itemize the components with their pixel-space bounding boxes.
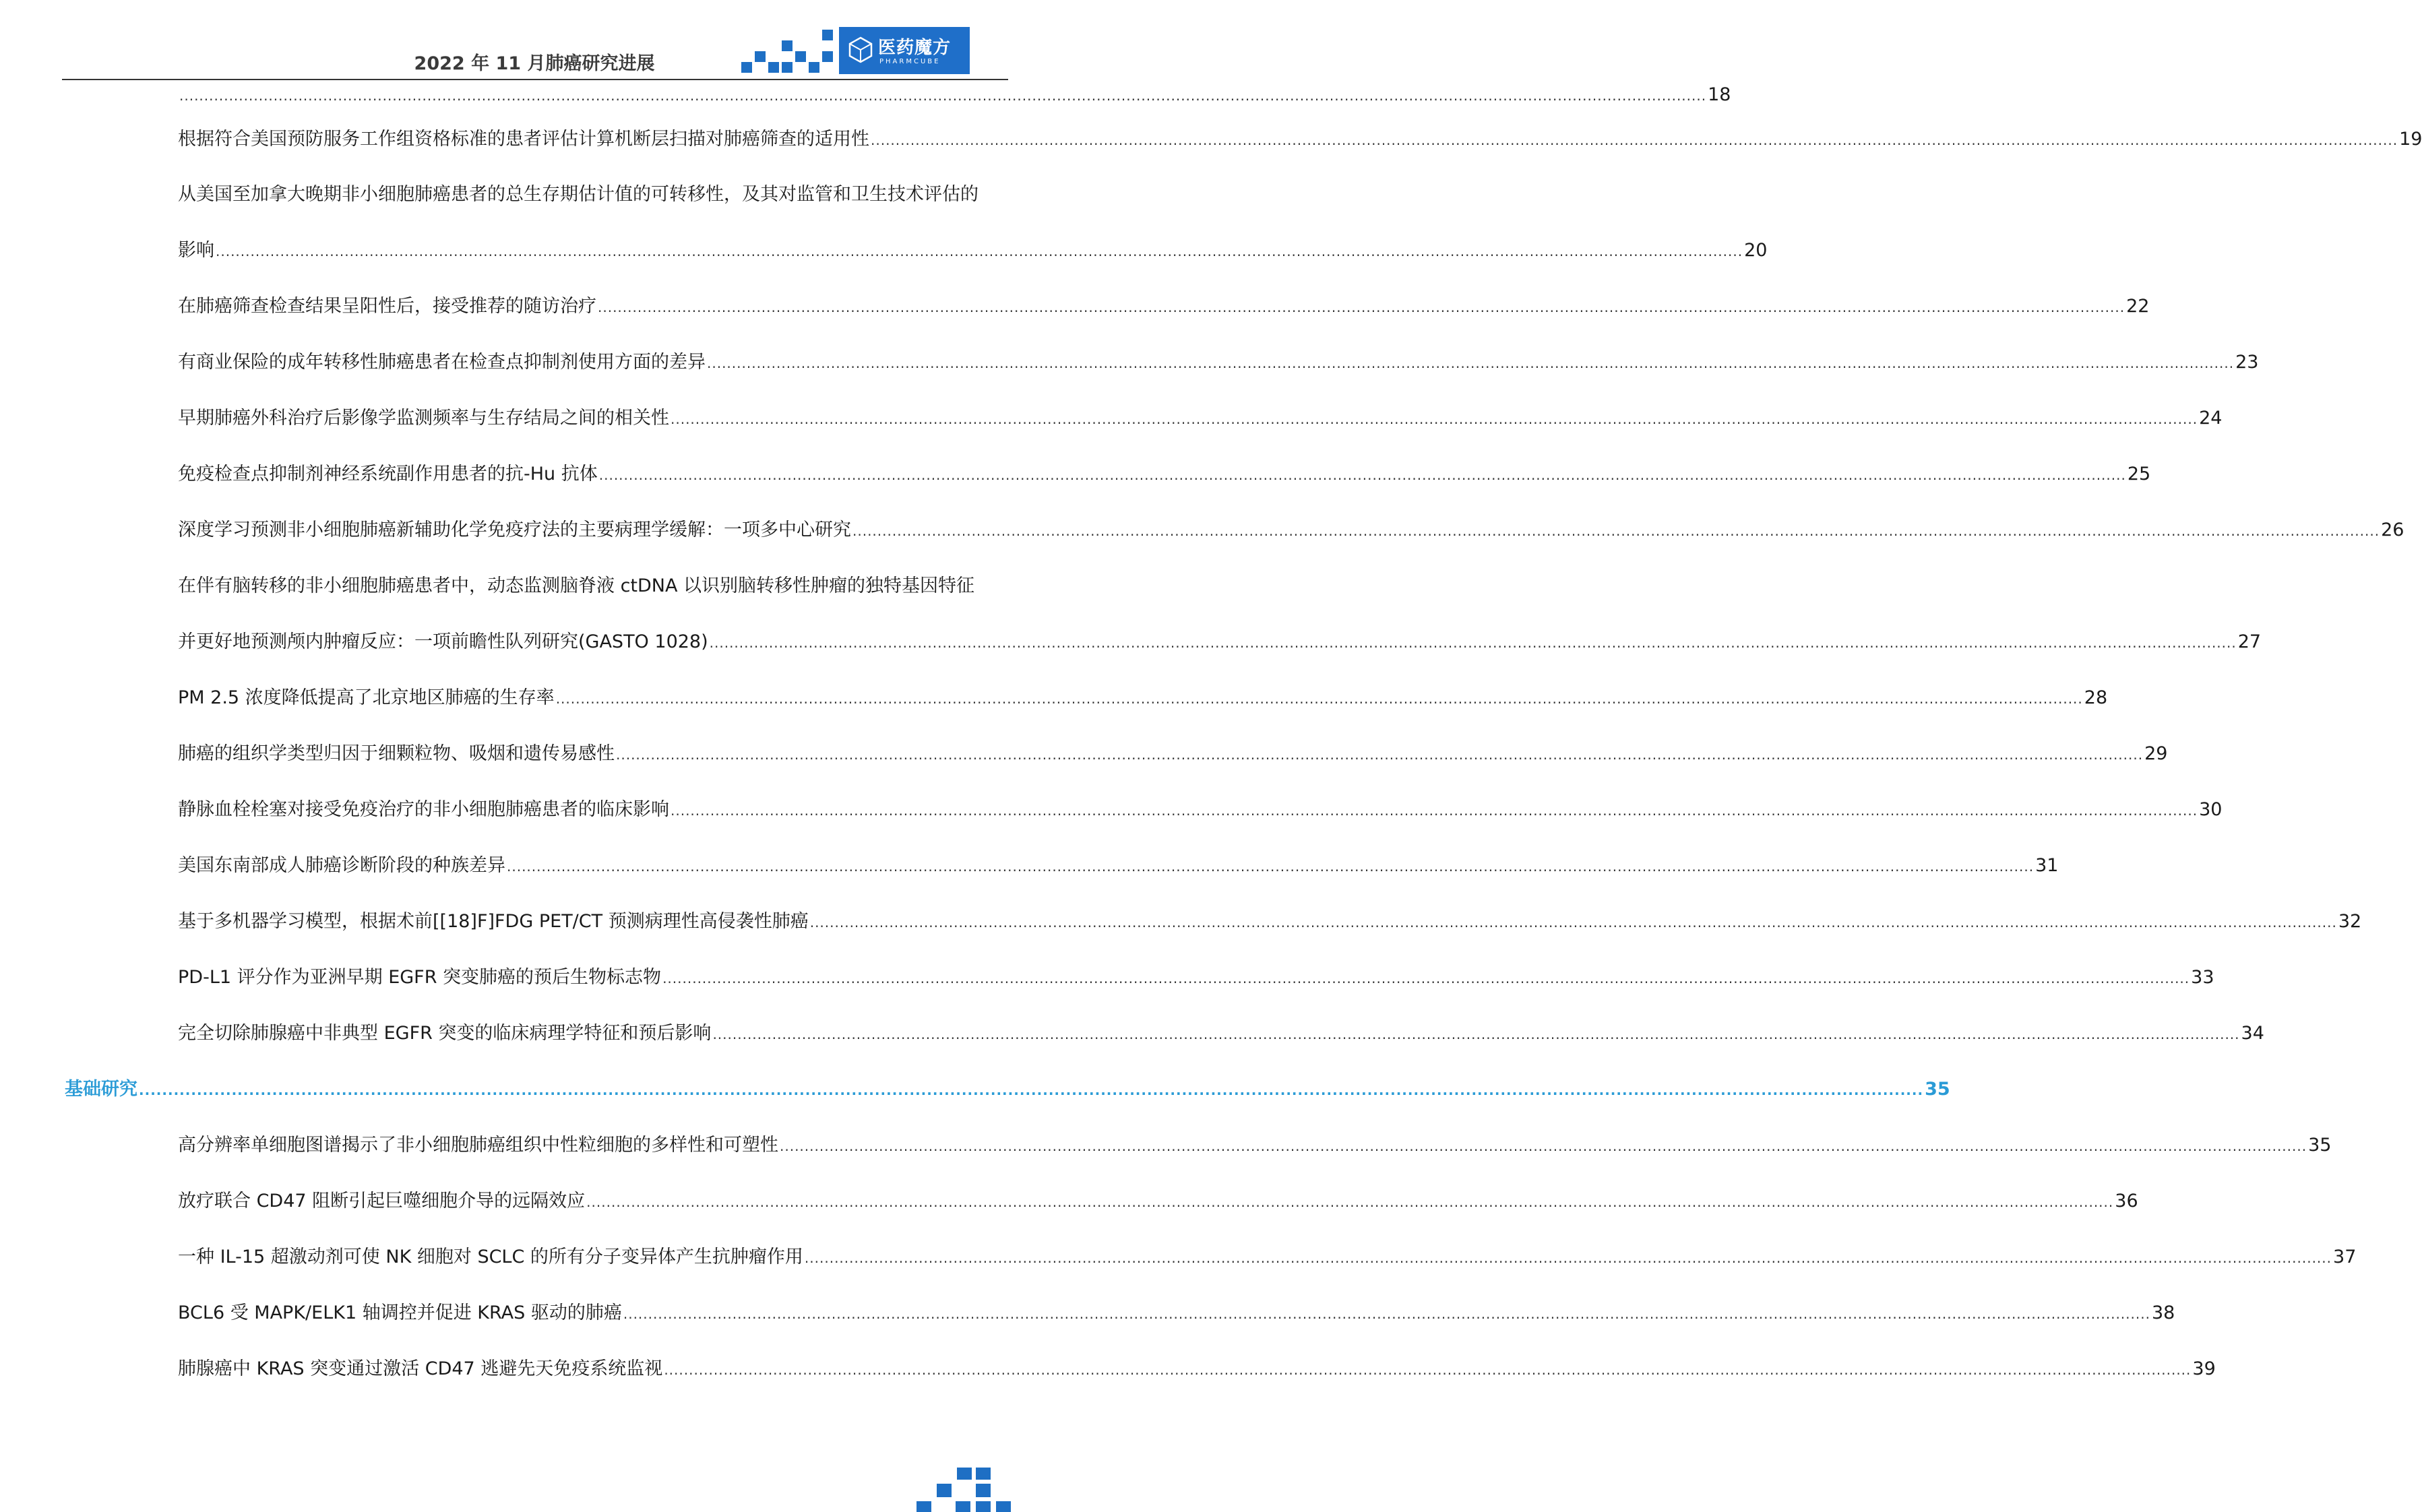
toc-entry-title: 早期肺癌外科治疗后影像学监测频率与生存结局之间的相关性 [178, 408, 669, 429]
toc-entry[interactable] [178, 687, 2108, 710]
cube-icon [848, 36, 873, 63]
toc-entry[interactable] [178, 1022, 2264, 1045]
toc-entry[interactable] [178, 631, 2262, 654]
toc-entry-title: 高分辨率单细胞图谱揭示了非小细胞肺癌组织中性粒细胞的多样性和可塑性 [178, 1135, 778, 1156]
toc-page-number: 20 [1744, 240, 1768, 261]
toc-page-number: 23 [2235, 352, 2259, 373]
toc-entry[interactable] [178, 407, 2223, 430]
toc-leader-dots: .................................................................................................................................................................................................................................................................................................................... [555, 691, 2083, 707]
toc-page-number: 33 [2191, 967, 2214, 988]
toc-entry-title: 根据符合美国预防服务工作组资格标准的患者评估计算机断层扫描对肺癌筛查的适用性 [178, 129, 869, 150]
toc-leader-dots: .................................................................................................................................................................................................................................................................................................................... [780, 1138, 2307, 1154]
toc-entry[interactable] [178, 798, 2223, 821]
toc-leader-dots: .................................................................................................................................................................................................................................................................................................................... [139, 1082, 1924, 1098]
toc-leader-dots: .................................................................................................................................................................................................................................................................................................................... [671, 802, 2198, 819]
toc-page-number: 24 [2199, 408, 2223, 429]
toc-entry-title: BCL6 受 MAPK/ELK1 轴调控并促进 KRAS 驱动的肺癌 [178, 1302, 622, 1323]
toc-entry-title: 在肺癌筛查检查结果呈阳性后，接受推荐的随访治疗 [178, 296, 596, 317]
toc-section-title: 基础研究 [65, 1079, 137, 1100]
toc-entry-title: 有商业保险的成年转移性肺癌患者在检查点抑制剂使用方面的差异 [178, 352, 706, 373]
toc-leader-dots: .................................................................................................................................................................................................................................................................................................................... [709, 635, 2237, 651]
toc-entry[interactable] [178, 1246, 2357, 1269]
logo-subtitle: PHARMCUBE [879, 58, 941, 65]
toc-leader-dots: .................................................................................................................................................................................................................................................................................................................... [804, 1250, 2332, 1266]
toc-page-number: 22 [2126, 296, 2150, 317]
toc-leader-dots: .................................................................................................................................................................................................................................................................................................................... [712, 1026, 2240, 1042]
toc-entry-title: PD-L1 评分作为亚洲早期 EGFR 突变肺癌的预后生物标志物 [178, 967, 662, 988]
toc-entry-title: 完全切除肺腺癌中非典型 EGFR 突变的临床病理学特征和预后影响 [178, 1023, 712, 1044]
toc-entry[interactable] [178, 128, 2422, 151]
toc-entry[interactable] [178, 239, 1768, 262]
toc-page-number: 35 [2308, 1135, 2332, 1156]
toc-entry-title-line1[interactable]: 从美国至加拿大晚期非小细胞肺癌患者的总生存期估计值的可转移性，及其对监管和卫生技术评估的 [178, 184, 979, 205]
toc-leader-dots: .................................................................................................................................................................................................................................................................................................................... [852, 523, 2380, 539]
toc-entry-title: 一种 IL-15 超激动剂可使 NK 细胞对 SCLC 的所有分子变异体产生抗肿瘤作用 [178, 1247, 803, 1267]
toc-page-number: 35 [1925, 1079, 1950, 1100]
toc-entry[interactable] [178, 910, 2362, 933]
toc-leader-dots: .................................................................................................................................................................................................................................................................................................................... [586, 1194, 2114, 1210]
toc-leader-dots: .................................................................................................................................................................................................................................................................................................................... [671, 411, 2198, 427]
toc-page-number: 28 [2084, 687, 2108, 708]
toc-leader-dots: .................................................................................................................................................................................................................................................................................................................... [598, 467, 2126, 483]
toc-page-number: 18 [1708, 84, 1731, 105]
toc-leader-dots: .................................................................................................................................................................................................................................................................................................................... [507, 858, 2035, 875]
toc-entry-title: 影响 [178, 240, 214, 261]
toc-page-number: 26 [2381, 519, 2404, 540]
toc-page-number: 34 [2241, 1023, 2264, 1044]
toc-leader-dots: .................................................................................................................................................................................................................................................................................................................... [623, 1306, 2150, 1322]
toc-entry-title: 肺腺癌中 KRAS 突变通过激活 CD47 逃避先天免疫系统监视 [178, 1358, 663, 1379]
toc-page-number: 31 [2035, 855, 2059, 876]
toc-entry[interactable] [178, 854, 2059, 877]
toc-page-number: 25 [2127, 464, 2151, 484]
toc-continuation[interactable] [178, 84, 1731, 106]
header-rule [62, 79, 1008, 80]
page-header-title: 2022 年 11 月肺癌研究进展 [414, 53, 655, 74]
pharmcube-logo [839, 27, 970, 74]
toc-entry-title: 美国东南部成人肺癌诊断阶段的种族差异 [178, 855, 505, 876]
toc-leader-dots: .................................................................................................................................................................................................................................................................................................................... [664, 1362, 2192, 1378]
toc-leader-dots: .................................................................................................................................................................................................................................................................................................................... [179, 88, 1707, 104]
toc-entry[interactable] [178, 1358, 2216, 1381]
toc-entry[interactable] [178, 1302, 2175, 1325]
toc-page-number: 27 [2237, 631, 2262, 652]
toc-leader-dots: .................................................................................................................................................................................................................................................................................................................... [216, 243, 1743, 259]
toc-leader-dots: .................................................................................................................................................................................................................................................................................................................... [598, 299, 2125, 315]
toc-entry[interactable] [178, 519, 2404, 542]
toc-entry-title: 静脉血栓栓塞对接受免疫治疗的非小细胞肺癌患者的临床影响 [178, 799, 669, 820]
toc-entry[interactable] [178, 966, 2214, 989]
toc-entry-title: PM 2.5 浓度降低提高了北京地区肺癌的生存率 [178, 687, 555, 708]
toc-entry-title: 深度学习预测非小细胞肺癌新辅助化学免疫疗法的主要病理学缓解：一项多中心研究 [178, 519, 851, 540]
toc-entry-title: 并更好地预测颅内肿瘤反应：一项前瞻性队列研究(GASTO 1028) [178, 631, 708, 652]
toc-entry[interactable] [178, 351, 2259, 374]
toc-page-number: 30 [2199, 799, 2223, 820]
toc-leader-dots: .................................................................................................................................................................................................................................................................................................................... [616, 747, 2144, 763]
toc-entry[interactable] [178, 295, 2150, 318]
toc-entry-title: 免疫检查点抑制剂神经系统副作用患者的抗-Hu 抗体 [178, 464, 598, 484]
toc-page-number: 38 [2151, 1302, 2175, 1323]
toc-section-basic-research[interactable] [65, 1078, 1950, 1101]
toc-entry-title: 肺癌的组织学类型归因于细颗粒物、吸烟和遗传易感性 [178, 743, 615, 764]
toc-leader-dots: .................................................................................................................................................................................................................................................................................................................... [707, 355, 2235, 371]
toc-page-number: 32 [2338, 911, 2362, 932]
toc-page-number: 36 [2115, 1191, 2138, 1211]
toc-leader-dots: .................................................................................................................................................................................................................................................................................................................... [871, 132, 2398, 148]
toc-entry-title: 放疗联合 CD47 阻断引起巨噬细胞介导的远隔效应 [178, 1191, 586, 1211]
toc-page-number: 19 [2399, 129, 2422, 150]
toc-leader-dots: .................................................................................................................................................................................................................................................................................................................... [662, 970, 2190, 986]
toc-page-number: 39 [2192, 1358, 2216, 1379]
toc-entry[interactable] [178, 1190, 2138, 1213]
toc-entry[interactable] [178, 1134, 2332, 1157]
toc-leader-dots: .................................................................................................................................................................................................................................................................................................................... [809, 914, 2337, 931]
footer-pixel-pattern [917, 1462, 1024, 1512]
toc-page-number: 37 [2333, 1247, 2357, 1267]
logo-name: 医药魔方 [878, 38, 952, 58]
toc-page-number: 29 [2144, 743, 2168, 764]
toc-entry[interactable] [178, 463, 2151, 486]
toc-entry[interactable] [178, 743, 2168, 765]
logo-pixel-pattern [741, 27, 836, 75]
toc-entry-title: 基于多机器学习模型，根据术前[[18]F]FDG PET/CT 预测病理性高侵袭性肺癌 [178, 911, 809, 932]
toc-entry-title-line1[interactable]: 在伴有脑转移的非小细胞肺癌患者中，动态监测脑脊液 ctDNA 以识别脑转移性肿瘤的独特基因特征 [178, 575, 975, 596]
